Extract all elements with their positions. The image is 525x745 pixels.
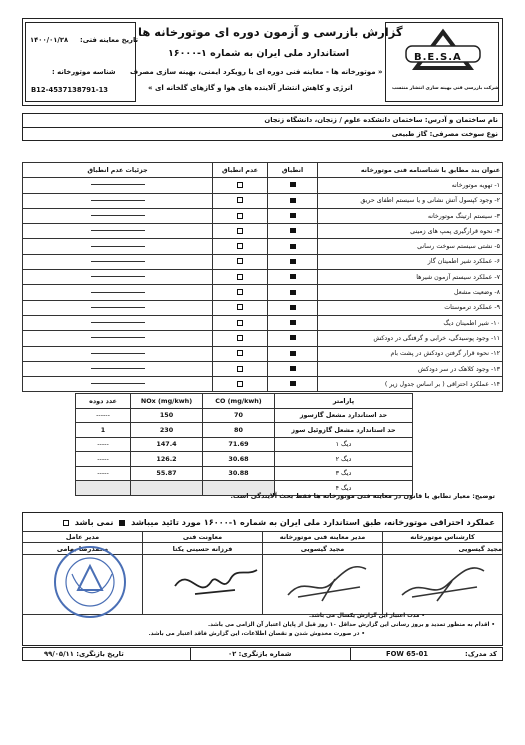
emission-param-table <box>75 393 413 496</box>
co-value: 80 <box>203 423 275 438</box>
inspection-date: ۱۴۰۰/۰۱/۲۸ <box>30 36 69 44</box>
nox-value: 126.2 <box>131 452 203 467</box>
check-item-label: ۳- سیستم ارتینگ موتورخانه <box>318 208 503 223</box>
name-inspection-manager: مجید گیسویی <box>263 543 383 555</box>
check-item-label: ۲- وجود کپسول آتش نشانی و یا سیستم اطفای حریق <box>318 193 503 208</box>
compliant-mark <box>268 285 318 300</box>
name-technical-deputy: فرزانه حسینی یکتا <box>143 543 263 555</box>
co-value: 70 <box>203 408 275 423</box>
table-row <box>76 437 413 452</box>
noncompliant-checkbox[interactable] <box>213 300 268 315</box>
compliant-mark <box>268 346 318 361</box>
footer-divider <box>190 647 191 661</box>
signature-scribble-icon <box>280 557 375 605</box>
param-label: دیگ ۴ <box>275 481 413 496</box>
table-row <box>23 300 503 315</box>
check-item-label: ۸- وضعیت مشعل <box>318 285 503 300</box>
table-row <box>23 270 503 285</box>
note-validity: • مدت اعتبار این گزارش یکسال می باشد. <box>309 613 425 619</box>
nox-value <box>131 481 203 496</box>
revision-number: شماره بازنگری: ۰۲ <box>228 650 292 658</box>
detail-line <box>23 254 213 269</box>
co-value: 71.69 <box>203 437 275 452</box>
nox-value: 150 <box>131 408 203 423</box>
checklist-table <box>22 162 503 392</box>
smoke-value: 1 <box>76 423 131 438</box>
table-row <box>23 193 503 208</box>
nox-value: 55.87 <box>131 466 203 481</box>
role-expert: کارشناس موتورخانه <box>383 532 503 543</box>
col-co: CO (mg/kwh) <box>203 394 275 409</box>
param-label: حد استاندارد مشعل گازوئیل سوز <box>275 423 413 438</box>
noncompliant-checkbox[interactable] <box>213 239 268 254</box>
co-value: 30.68 <box>203 452 275 467</box>
table-row <box>76 423 413 438</box>
noncompliant-checkbox[interactable] <box>213 346 268 361</box>
check-item-label: ۱۱- وجود پوسیدگی، خرابی و گرفتگی در دودکش <box>318 331 503 346</box>
compliant-mark <box>268 300 318 315</box>
table-row <box>76 408 413 423</box>
role-inspection-manager: مدیر معاینه فنی موتورخانه <box>263 532 383 543</box>
col-smoke: عدد دوده <box>76 394 131 409</box>
param-label: حد استاندارد مشعل گازسوز <box>275 408 413 423</box>
report-desc-line2: انرژی و کاهش انتشار آلاینده های هوا و گازهای گلخانه ای » <box>148 84 353 92</box>
detail-line <box>23 270 213 285</box>
signature-role-row <box>23 532 503 543</box>
compliant-mark <box>268 254 318 269</box>
noncompliant-checkbox[interactable] <box>213 193 268 208</box>
noncompliant-checkbox[interactable] <box>213 285 268 300</box>
noncompliant-checkbox[interactable] <box>213 254 268 269</box>
logo-text: B.E.S.A <box>414 52 462 63</box>
name-expert: مجید گیسویی <box>383 543 503 555</box>
checklist-table-wrap <box>22 162 503 392</box>
table-row <box>23 178 503 193</box>
check-item-label: ۶- عملکرد شیر اطمینان گاز <box>318 254 503 269</box>
compliant-mark <box>268 315 318 330</box>
table-row <box>23 239 503 254</box>
table-row <box>23 254 503 269</box>
note-invalid: • در صورت مخدوش شدن و نقصان اطلاعات، این گزارش فاقد اعتبار می باشد. <box>148 631 365 637</box>
nox-value: 230 <box>131 423 203 438</box>
inspection-date-label: تاریخ معاینه فنی: <box>80 36 139 44</box>
compliant-mark <box>268 193 318 208</box>
noncompliant-checkbox[interactable] <box>213 331 268 346</box>
logo-caption: شرکت بازرسی فنی بهینه سازی انتشار منتسب <box>392 86 499 91</box>
check-item-label: ۹- عملکرد ترموستات <box>318 300 503 315</box>
report-title: گزارش بازرسی و آزمون دوره ای موتورخانه ها <box>138 25 403 39</box>
table-row <box>23 361 503 376</box>
smoke-value: ----- <box>76 437 131 452</box>
co-value: 30.88 <box>203 466 275 481</box>
role-ceo: مدیر عامل <box>23 532 143 543</box>
table-row <box>23 208 503 223</box>
check-item-label: ۵- نشتی سیستم سوخت رسانی <box>318 239 503 254</box>
noncompliant-checkbox[interactable] <box>213 270 268 285</box>
smoke-value <box>76 481 131 496</box>
compliant-mark <box>268 377 318 392</box>
check-item-label: ۱- تهویه موتورخانه <box>318 178 503 193</box>
detail-line <box>23 346 213 361</box>
check-item-label: ۴- نحوه قرارگیری پمپ های زمینی <box>318 224 503 239</box>
detail-line <box>23 285 213 300</box>
detail-line <box>23 361 213 376</box>
col-detail: جزئیات عدم انطباق <box>23 163 213 178</box>
compliant-mark <box>268 361 318 376</box>
table-row <box>23 377 503 392</box>
note-renewal: • اقدام به منظور تمدید و بروز رسانی این گزارش حداقل ۱۰ روز قبل از پایان اعتبار آن الزامی می باشد. <box>207 622 495 628</box>
detail-line <box>23 224 213 239</box>
not-approved-checkbox[interactable] <box>63 520 69 526</box>
plant-id-label: شناسه موتورخانه : <box>52 68 116 76</box>
compliant-mark <box>268 270 318 285</box>
noncompliant-checkbox[interactable] <box>213 224 268 239</box>
footer-divider <box>350 647 351 661</box>
table-row <box>23 346 503 361</box>
fuel-info: نوع سوخت مصرفی: گاز طبیعی <box>391 130 498 138</box>
smoke-value: ------ <box>76 408 131 423</box>
col-nox: NOx (mg/kwh) <box>131 394 203 409</box>
check-item-label: ۱۴- عملکرد احتراقی ( بر اساس جدول زیر ) <box>318 377 503 392</box>
table-row <box>76 452 413 467</box>
check-item-label: ۱۳- وجود کلاهک در سر دودکش <box>318 361 503 376</box>
noncompliant-checkbox[interactable] <box>213 315 268 330</box>
detail-line <box>23 315 213 330</box>
detail-line <box>23 377 213 392</box>
not-approved-label: نمی باشد <box>74 517 114 527</box>
smoke-value: ----- <box>76 466 131 481</box>
detail-line <box>23 331 213 346</box>
revision-date: تاریخ بازنگری: ۹۹/۰۵/۱۱ <box>44 650 124 658</box>
col-title: عنوان بند مطابق با شناسنامه فنی موتورخانه <box>318 163 503 178</box>
checklist-header-row <box>23 163 503 178</box>
param-note: توضیح: معیار تطابق با قانون در معاینه فنی موتورخانه ها فقط بحث آلایندگی است. <box>230 492 495 500</box>
noncompliant-checkbox[interactable] <box>213 208 268 223</box>
doc-code: FOW 65-01 <box>386 650 429 658</box>
table-row <box>23 315 503 330</box>
table-row <box>76 466 413 481</box>
check-item-label: ۱۰- شیر اطمینان دیگ <box>318 315 503 330</box>
compliant-mark <box>268 239 318 254</box>
report-desc-line1: « موتورخانه ها - معاینه فنی دوره ای با رویکرد ایمنی، بهینه سازی مصرف <box>130 68 383 76</box>
param-label: دیگ ۲ <box>275 452 413 467</box>
check-item-label: ۱۲- نحوه قرار گرفتن دودکش در پشت بام <box>318 346 503 361</box>
compliant-mark <box>268 178 318 193</box>
noncompliant-checkbox[interactable] <box>213 178 268 193</box>
role-technical-deputy: معاونت فنی <box>143 532 263 543</box>
compliant-mark <box>268 331 318 346</box>
name-ceo: محمدرضا بهامی <box>23 543 143 555</box>
detail-line <box>23 239 213 254</box>
detail-line <box>23 193 213 208</box>
plant-id: B12-4537138791-13 <box>31 86 109 94</box>
company-stamp-icon <box>52 544 128 620</box>
param-label: دیگ ۳ <box>275 466 413 481</box>
compliant-mark <box>268 208 318 223</box>
table-row <box>23 331 503 346</box>
table-row <box>23 224 503 239</box>
param-label: دیگ ۱ <box>275 437 413 452</box>
detail-line <box>23 178 213 193</box>
table-row <box>23 285 503 300</box>
param-header-row <box>76 394 413 409</box>
detail-line <box>23 208 213 223</box>
compliant-mark <box>268 224 318 239</box>
verdict-text <box>60 517 495 527</box>
info-divider <box>22 127 503 128</box>
nox-value: 147.4 <box>131 437 203 452</box>
param-table-wrap <box>75 393 413 496</box>
check-item-label: ۷- عملکرد سیستم آزمون شیرها <box>318 270 503 285</box>
noncompliant-checkbox[interactable] <box>213 377 268 392</box>
col-param: پارامتر <box>275 394 413 409</box>
doc-code-label: کد مدرک: <box>465 650 497 658</box>
smoke-value: ----- <box>76 452 131 467</box>
col-ok: انطباق <box>268 163 318 178</box>
noncompliant-checkbox[interactable] <box>213 361 268 376</box>
building-info: نام ساختمان و آدرس: ساختمان دانشکده علوم / زنجان، دانشگاه زنجان <box>264 116 498 124</box>
verdict-statement: عملکرد احتراقی موتورخانه، طبق استاندارد ملی ایران به شماره ۱-۱۶۰۰۰ مورد تائید میباشد <box>131 517 495 527</box>
signature-scribble-icon <box>165 560 265 604</box>
approved-checkbox[interactable] <box>119 520 125 526</box>
signature-scribble-icon <box>392 557 492 605</box>
report-subtitle: استاندارد ملی ایران به شماره ۱-۱۶۰۰۰ <box>168 48 350 59</box>
col-nok: عدم انطباق <box>213 163 268 178</box>
detail-line <box>23 300 213 315</box>
